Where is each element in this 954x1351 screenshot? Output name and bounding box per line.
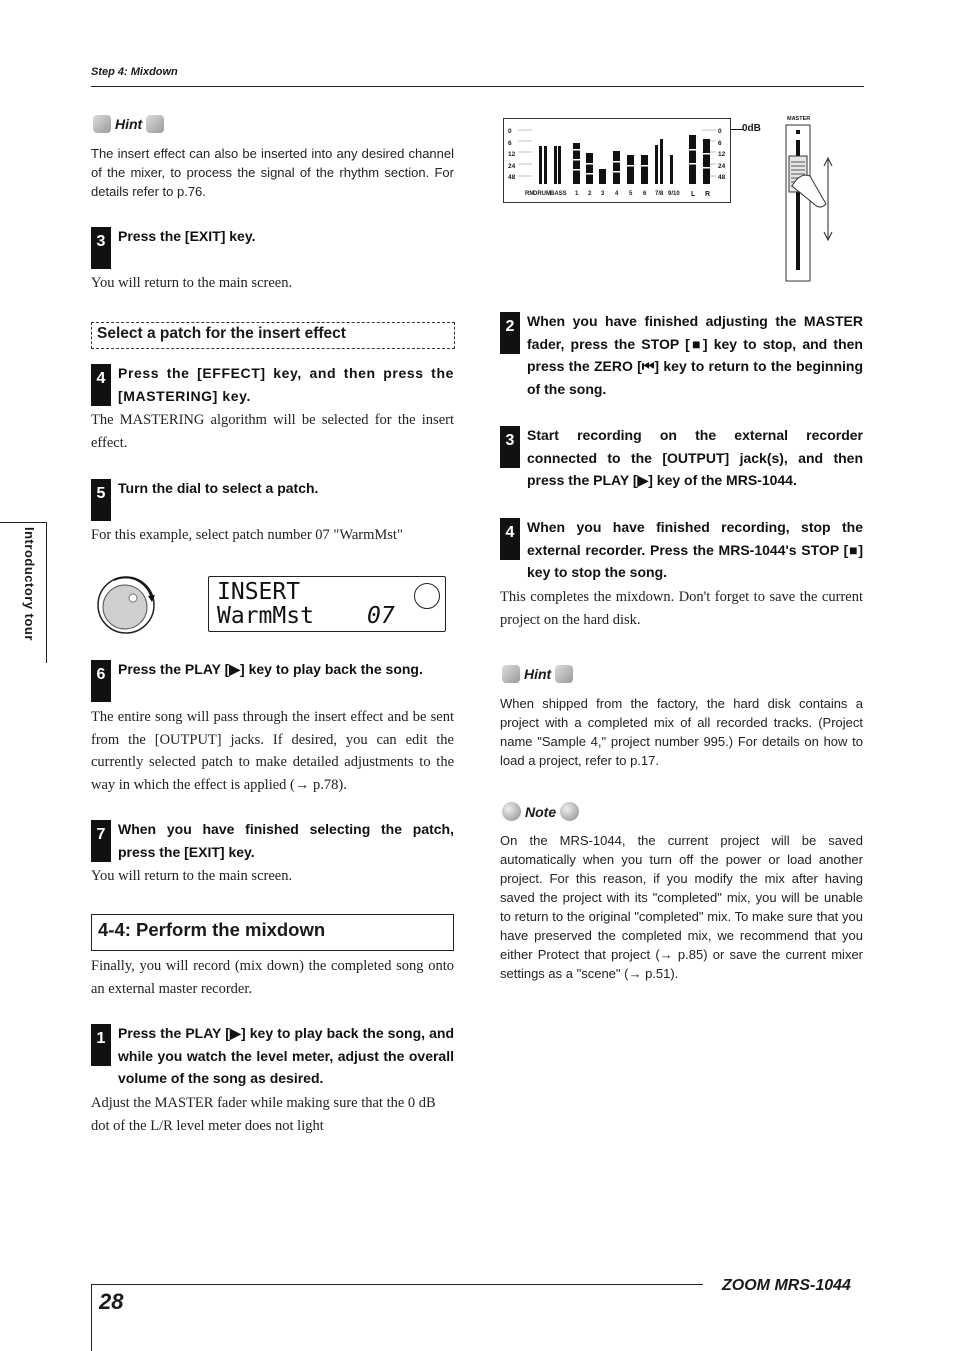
- step-number: 3: [500, 426, 520, 468]
- hint-text: The insert effect can also be inserted into any desired channel of the mixer, to process the signal of the rhythm section. For details refer to p.76.: [91, 146, 454, 199]
- section-heading: 4-4: Perform the mixdown: [91, 914, 454, 951]
- step-number: 7: [91, 820, 111, 862]
- lcd-line-1: INSERT: [217, 579, 301, 605]
- step-instruction: Press the [EXIT] key.: [118, 228, 256, 244]
- hint-badge: [93, 115, 164, 133]
- step-number: 3: [91, 227, 111, 269]
- step-instruction: Turn the dial to select a patch.: [118, 480, 319, 496]
- lcd-circle-icon: [414, 583, 440, 609]
- hint-badge: [502, 665, 573, 683]
- hint-label: Hint: [524, 666, 552, 682]
- side-tab-label: Introductory tour: [22, 527, 37, 641]
- lcd-line-2: WarmMst: [217, 603, 314, 629]
- meter-scale-left: 0 6 12 24 48: [508, 128, 516, 181]
- step-body: Adjust the MASTER fader while making sure that the 0 dB dot of the L/R level meter does not light: [91, 1095, 436, 1134]
- side-tab: [0, 522, 47, 663]
- step-instruction: When you have finished adjusting the MASTER fader, press the STOP [■] key to stop, and then press the ZERO [⏮] key to return to the beginning of the song.: [527, 313, 863, 397]
- step-instruction: When you have finished recording, stop the external recorder. Press the MRS-1044's STOP [■] key to stop the song.: [527, 519, 863, 580]
- step-body: You will return to the main screen.: [91, 275, 293, 291]
- section-intro: Finally, you will record (mix down) the completed song onto an external master recorder.: [91, 958, 454, 997]
- step-number: 5: [91, 479, 111, 521]
- subsection-heading: Select a patch for the insert effect: [91, 322, 455, 349]
- step-body: For this example, select patch number 07 "WarmMst": [91, 527, 403, 543]
- meter-channel-labels: RM DRUM BASS 1 2 3 4 5 6 7/8 9/10 L R: [525, 191, 711, 198]
- step-body: This completes the mixdown. Don't forget to save the current project on the hard disk.: [500, 589, 863, 628]
- step-number: 2: [500, 312, 520, 354]
- step-body: The MASTERING algorithm will be selected for the insert effect.: [91, 412, 454, 451]
- hint-label: Hint: [115, 116, 143, 132]
- footer-vertical-rule: [91, 1284, 92, 1351]
- footer-rule: [91, 1284, 703, 1285]
- step-body: The entire song will pass through the insert effect and be sent from the [OUTPUT] jacks. If desired, you can edit the currently selected patch to make detailed adjustments to the way in which the effect is applied (→ p.78).: [91, 709, 454, 793]
- step-number: 6: [91, 660, 111, 702]
- step-instruction: When you have finished selecting the patch, press the [EXIT] key.: [118, 821, 454, 860]
- note-badge: [502, 802, 579, 821]
- step-body: You will return to the main screen.: [91, 868, 293, 884]
- hint-square-icon: [555, 665, 573, 683]
- step-number: 1: [91, 1024, 111, 1066]
- step-number: 4: [500, 518, 520, 560]
- lcd-patch-number: 07: [367, 603, 395, 629]
- lcd-display: [208, 576, 446, 632]
- note-circle-icon: [502, 802, 521, 821]
- hint-square-icon: [502, 665, 520, 683]
- dial-icon: [96, 574, 158, 636]
- level-meter-panel: [503, 118, 731, 203]
- step-instruction: Start recording on the external recorder connected to the [OUTPUT] jack(s), and then press the PLAY [▶] key of the MRS-1044.: [527, 427, 863, 488]
- master-fader-label: MASTER: [787, 116, 811, 122]
- footer-brand: ZOOM MRS-1044: [722, 1277, 851, 1294]
- header-rule: [91, 86, 864, 87]
- step-instruction: Press the PLAY [▶] key to play back the song.: [118, 661, 423, 677]
- note-text: On the MRS-1044, the current project will be saved automatically when you turn off the power or load another project. For this reason, if you modify the mix after having saved the project with its "completed" mix, you will be unable to return to the original "completed" mix. To make sure that you have preserved the completed mix, we recommend that you either Protect that project (→ p.85) or save the current mixer settings as a "scene" (→ p.51).: [500, 833, 863, 981]
- step-instruction: Press the [EFFECT] key, and then press the [MASTERING] key.: [118, 365, 454, 404]
- step-number: 4: [91, 364, 111, 406]
- hint-square-icon: [146, 115, 164, 133]
- hint-square-icon: [93, 115, 111, 133]
- note-label: Note: [525, 803, 557, 820]
- running-header: Step 4: Mixdown: [91, 66, 178, 78]
- step-instruction: Press the PLAY [▶] key to play back the song, and while you watch the level meter, adjust the overall volume of the song as desired.: [118, 1025, 454, 1086]
- zero-db-label: 0dB: [742, 123, 761, 134]
- page-number: 28: [99, 1289, 124, 1314]
- hint-text: When shipped from the factory, the hard disk contains a project with a completed mix of all recorded tracks. (Project name "Sample 4," project number 995.) For details on how to load a project, refer to p.17.: [500, 696, 863, 768]
- master-fader-illustration: [784, 124, 844, 284]
- note-circle-icon: [560, 802, 579, 821]
- meter-scale-right: 0 6 12 24 48: [718, 128, 726, 181]
